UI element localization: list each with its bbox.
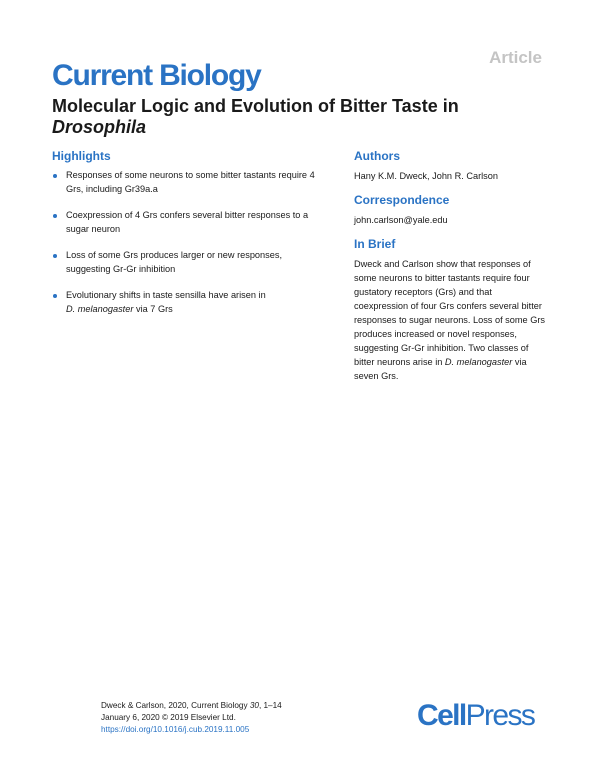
logo-press: Press [465,699,535,732]
highlight-text-end: via 7 Grs [135,303,173,314]
highlight-text: Responses of some neurons to some bitter tastants require 4 Grs, including Gr39a.a [66,170,315,194]
citation-footer [101,700,282,736]
title-main: Molecular Logic and Evolution of Bitter Taste in [52,96,459,116]
date-line: January 6, 2020 © 2019 Elsevier Ltd. [101,713,236,722]
highlight-item [52,209,324,236]
bullet-icon [53,174,57,178]
in-brief-heading: In Brief [354,237,396,251]
article-type-label: Article [489,48,542,67]
bullet-icon [53,254,57,258]
highlight-species: D. melanogaster [66,303,134,314]
citation-line [101,700,282,712]
citation-pages: , 1–14 [258,701,282,710]
highlights-section [52,149,324,329]
bullet-icon [53,294,57,298]
title-italic: Drosophila [52,117,147,137]
highlights-heading: Highlights [52,149,111,163]
citation-volume: 30 [249,701,259,710]
highlights-list [52,169,324,316]
highlight-item [52,249,324,276]
correspondence-email[interactable]: john.carlson@yale.edu [354,215,448,225]
bullet-icon [53,214,57,218]
journal-name: Current Biology [52,59,261,92]
in-brief-end: via seven Grs. [354,357,527,381]
doi-link[interactable]: https://doi.org/10.1016/j.cub.2019.11.005 [101,725,250,734]
citation-prefix: Dweck & Carlson, 2020, Current Biology [101,701,248,710]
authors-heading: Authors [354,149,400,163]
highlight-text: Coexpression of 4 Grs confers several bitter responses to a sugar neuron [66,210,309,234]
correspondence-heading: Correspondence [354,193,450,207]
in-brief-text [354,257,548,383]
highlight-item [52,169,324,196]
author-names: Hany K.M. Dweck, John R. Carlson [354,171,498,181]
highlight-text: Evolutionary shifts in taste sensilla have arisen in [66,290,266,300]
in-brief-main: Dweck and Carlson show that responses of some neurons to bitter tastants require four gustatory receptors (Grs) and that coexpression of four Grs confers several bitter responses to sugar neurons. Loss of some Grs produces increased or novel responses, suggesting Gr-Gr inhibition. Two classes of bitter neurons arise in [354,259,545,367]
highlight-item [52,289,324,316]
cell-press-logo [417,699,534,733]
in-brief-species: D. melanogaster [444,357,513,367]
highlight-text: Loss of some Grs produces larger or new responses, suggesting Gr-Gr inhibition [66,250,283,274]
side-info [354,149,548,393]
paper-title [52,96,542,138]
logo-cell: Cell [417,699,466,732]
